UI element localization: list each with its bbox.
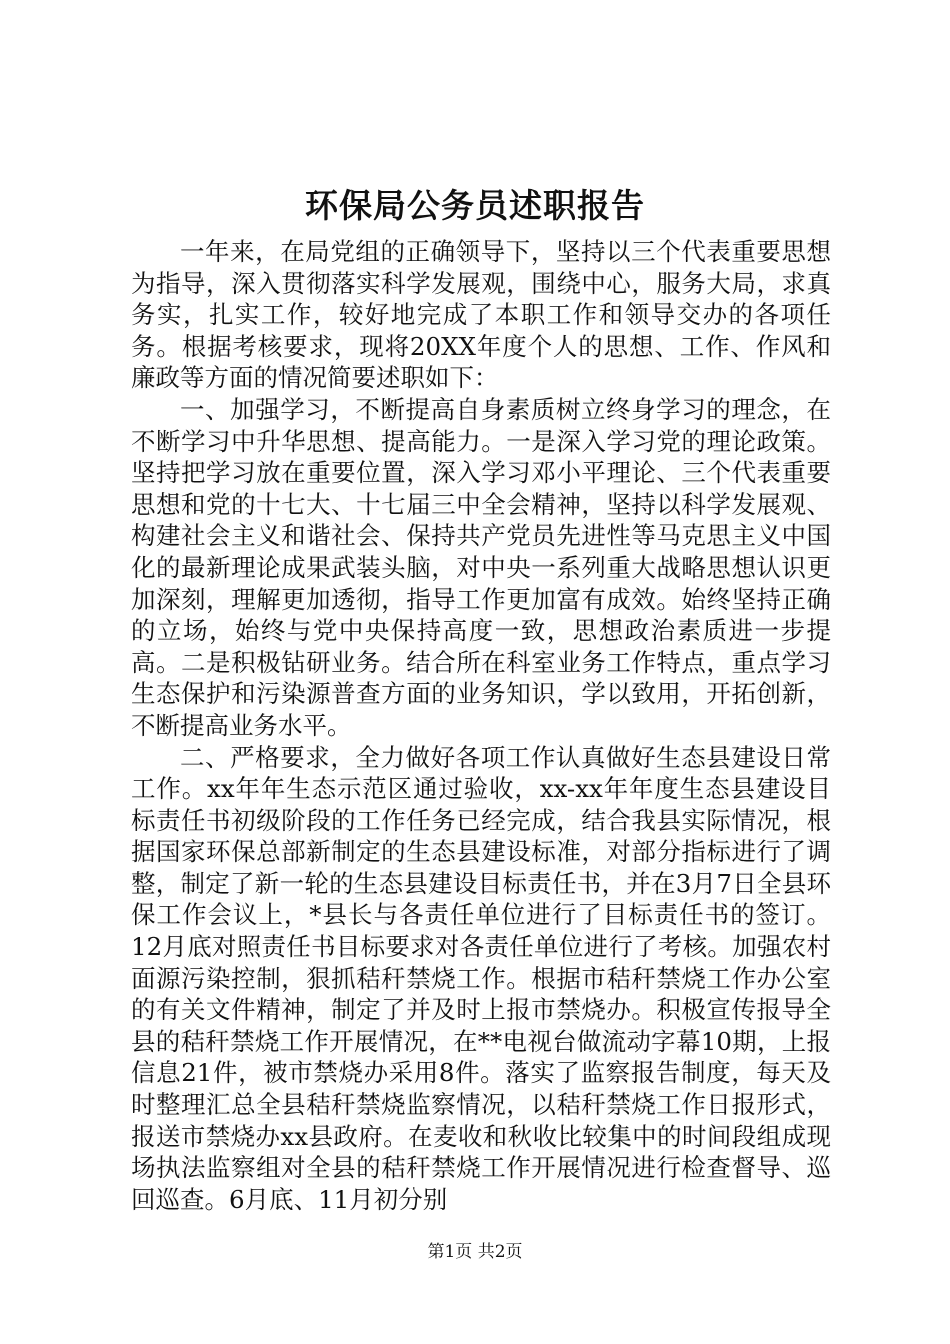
document-body: [131, 236, 831, 1215]
paragraph-section-2: 二、严格要求，全力做好各项工作认真做好生态县建设日常工作。xx年年生态示范区通过验收，xx-xx年年度生态县建设目标责任书初级阶段的工作任务已经完成，结合我县实际情况，根据国家环保总部新制定的生态县建设标准，对部分指标进行了调整，制定了新一轮的生态县建设目标责任书，并在3月7日全县环保工作会议上，*县长与各责任单位进行了目标责任书的签订。12月底对照责任书目标要求对各责任单位进行了考核。加强农村面源污染控制，狠抓秸秆禁烧工作。根据市秸秆禁烧工作办公室的有关文件精神，制定了并及时上报市禁烧办。积极宣传报导全县的秸秆禁烧工作开展情况，在**电视台做流动字幕10期，上报信息21件，被市禁烧办采用8件。落实了监察报告制度，每天及时整理汇总全县秸秆禁烧监察情况，以秸秆禁烧工作日报形式，报送市禁烧办xx县政府。在麦收和秋收比较集中的时间段组成现场执法监察组对全县的秸秆禁烧工作开展情况进行检查督导、巡回巡查。6月底、11月初分别: [131, 742, 831, 1214]
paragraph-intro: 一年来，在局党组的正确领导下，坚持以三个代表重要思想为指导，深入贯彻落实科学发展观，围绕中心，服务大局，求真务实，扎实工作，较好地完成了本职工作和领导交办的各项任务。根据考核要求，现将20XX年度个人的思想、工作、作风和廉政等方面的情况简要述职如下：: [131, 237, 831, 393]
paragraph-section-1: 一、加强学习，不断提高自身素质树立终身学习的理念，在不断学习中升华思想、提高能力。一是深入学习党的理论政策。坚持把学习放在重要位置，深入学习邓小平理论、三个代表重要思想和党的十七大、十七届三中全会精神，坚持以科学发展观、构建社会主义和谐社会、保持共产党员先进性等马克思主义中国化的最新理论成果武装头脑，对中央一系列重大战略思想认识更加深刻，理解更加透彻，指导工作更加富有成效。始终坚持正确的立场，始终与党中央保持高度一致，思想政治素质进一步提高。二是积极钻研业务。结合所在科室业务工作特点，重点学习生态保护和污染源普查方面的业务知识，学以致用，开拓创新，不断提高业务水平。: [131, 394, 831, 740]
document-title: 环保局公务员述职报告: [305, 186, 645, 225]
page-footer: 第1页 共2页: [427, 1242, 523, 1262]
